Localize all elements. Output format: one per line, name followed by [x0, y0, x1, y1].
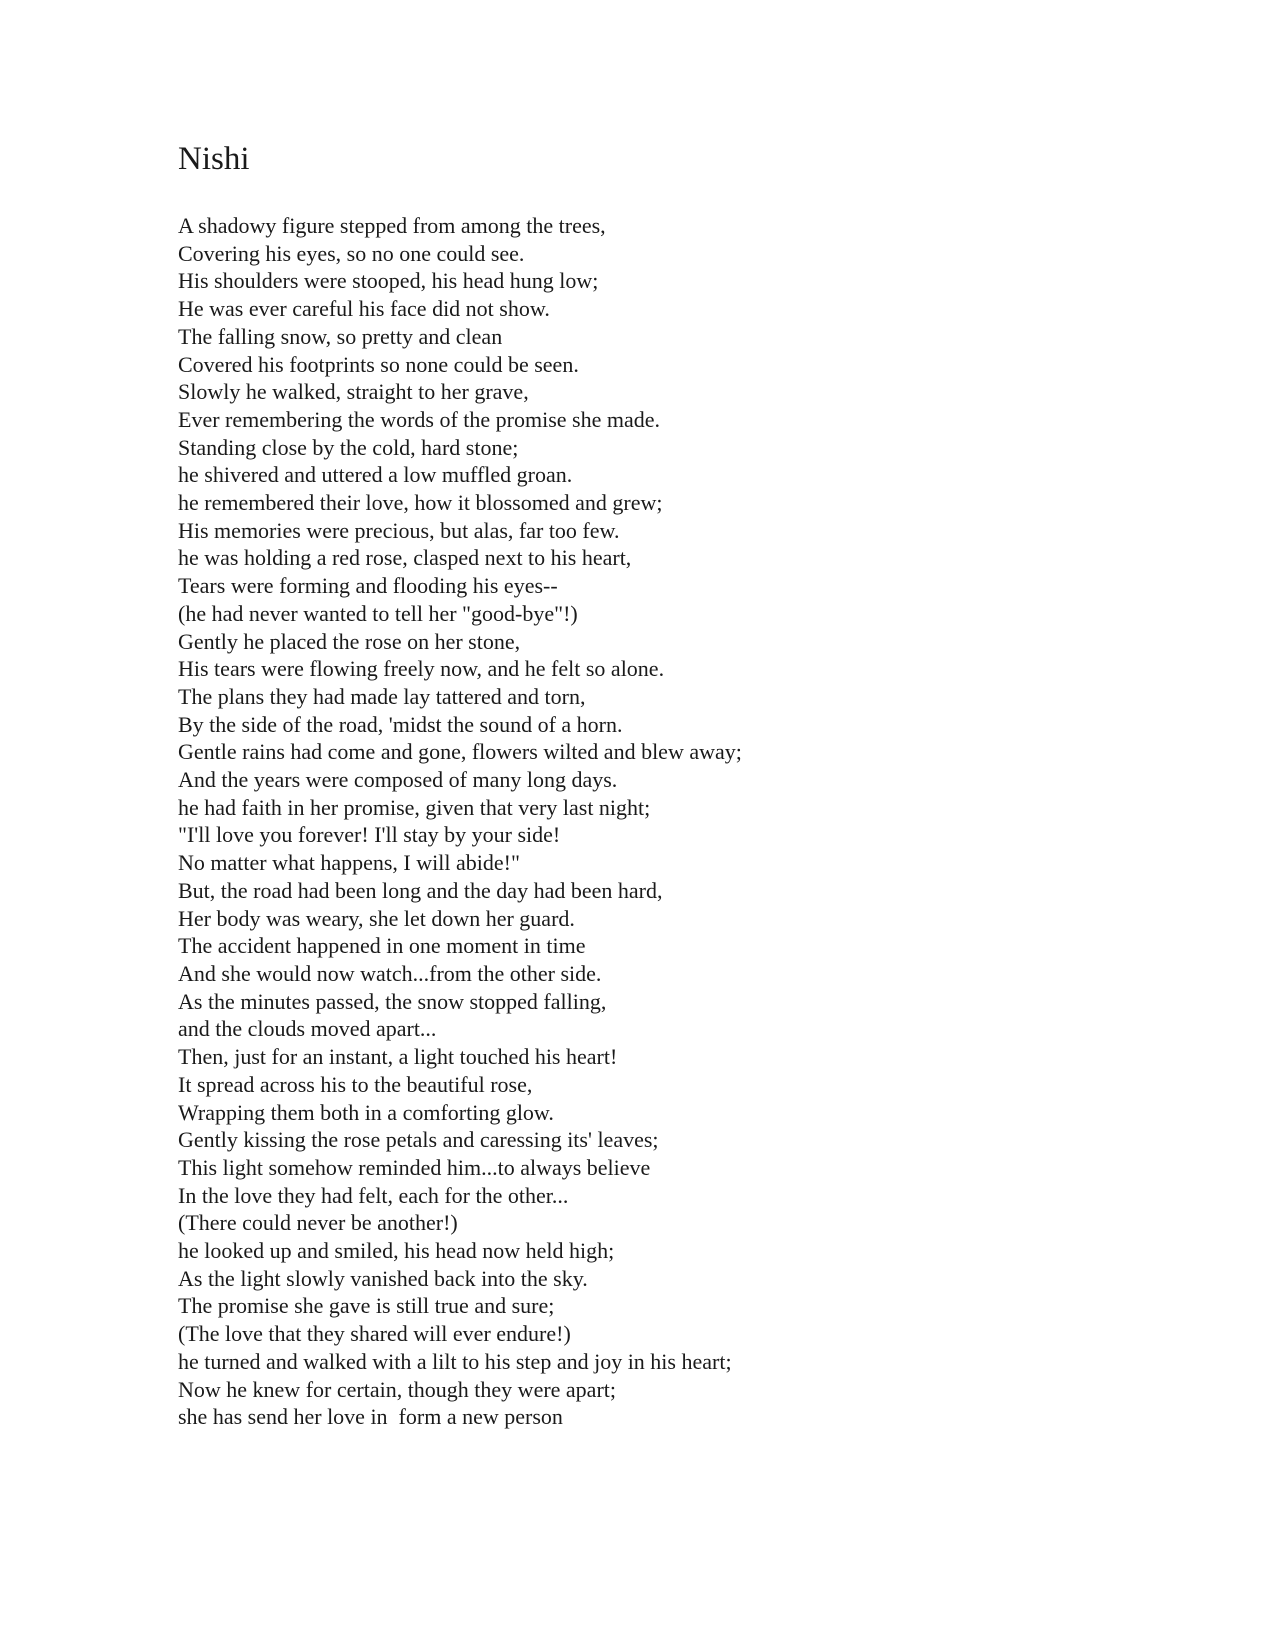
poem-line: Her body was weary, she let down her guard. [178, 905, 575, 931]
poem-line: By the side of the road, 'midst the sound of a horn. [178, 711, 623, 737]
poem-line: And the years were composed of many long days. [178, 767, 618, 793]
poem-line: His tears were flowing freely now, and he felt so alone. [178, 656, 665, 682]
poem-line: No matter what happens, I will abide!" [178, 850, 520, 876]
poem-line: Gently kissing the rose petals and caressing its' leaves; [178, 1127, 659, 1153]
poem-line: Covering his eyes, so no one could see. [178, 240, 525, 266]
poem-line: The falling snow, so pretty and clean [178, 323, 503, 349]
poem-line: he had faith in her promise, given that very last night; [178, 794, 651, 820]
poem-line: he looked up and smiled, his head now held high; [178, 1238, 615, 1264]
poem-line: Now he knew for certain, though they were apart; [178, 1376, 617, 1402]
poem-line: Covered his footprints so none could be seen. [178, 351, 579, 377]
poem-line: He was ever careful his face did not show. [178, 296, 550, 322]
poem-line: The promise she gave is still true and sure; [178, 1293, 555, 1319]
poem-line: The accident happened in one moment in time [178, 933, 586, 959]
poem-line: (The love that they shared will ever endure!) [178, 1321, 571, 1347]
poem-line: In the love they had felt, each for the other... [178, 1182, 569, 1208]
poem-line: This light somehow reminded him...to always believe [178, 1154, 651, 1180]
poem-line: he shivered and uttered a low muffled groan. [178, 462, 573, 488]
poem-line: (There could never be another!) [178, 1210, 458, 1236]
poem-line: he was holding a red rose, clasped next to his heart, [178, 545, 632, 571]
poem-line: As the minutes passed, the snow stopped falling, [178, 988, 607, 1014]
poem-title: Nishi [178, 141, 250, 177]
poem-line: As the light slowly vanished back into the sky. [178, 1265, 588, 1291]
poem-line: and the clouds moved apart... [178, 1016, 437, 1042]
poem-line: "I'll love you forever! I'll stay by your side! [178, 822, 561, 848]
poem-line: Slowly he walked, straight to her grave, [178, 379, 529, 405]
poem-line: Gentle rains had come and gone, flowers wilted and blew away; [178, 739, 742, 765]
poem-line: His shoulders were stooped, his head hung low; [178, 268, 599, 294]
poem-line: It spread across his to the beautiful rose, [178, 1071, 533, 1097]
poem-line: His memories were precious, but alas, far too few. [178, 517, 620, 543]
document-content [178, 140, 1128, 1431]
poem-line: (he had never wanted to tell her "good-bye"!) [178, 600, 578, 626]
poem-line: Tears were forming and flooding his eyes-- [178, 573, 558, 599]
poem-line: A shadowy figure stepped from among the trees, [178, 213, 606, 238]
poem-line: Ever remembering the words of the promise she made. [178, 406, 661, 432]
poem-line: Standing close by the cold, hard stone; [178, 434, 519, 460]
poem-line: Gently he placed the rose on her stone, [178, 628, 521, 654]
poem-line: Wrapping them both in a comforting glow. [178, 1099, 554, 1125]
poem-line: But, the road had been long and the day had been hard, [178, 877, 663, 903]
poem-line: he turned and walked with a lilt to his step and joy in his heart; [178, 1348, 732, 1374]
poem-line: Then, just for an instant, a light touched his heart! [178, 1044, 618, 1070]
poem-line: he remembered their love, how it blossomed and grew; [178, 490, 663, 516]
poem-line: And she would now watch...from the other side. [178, 960, 602, 986]
poem-line: The plans they had made lay tattered and torn, [178, 683, 586, 709]
poem-body [178, 212, 1128, 1431]
poem-line: she has send her love in form a new person [178, 1404, 563, 1430]
